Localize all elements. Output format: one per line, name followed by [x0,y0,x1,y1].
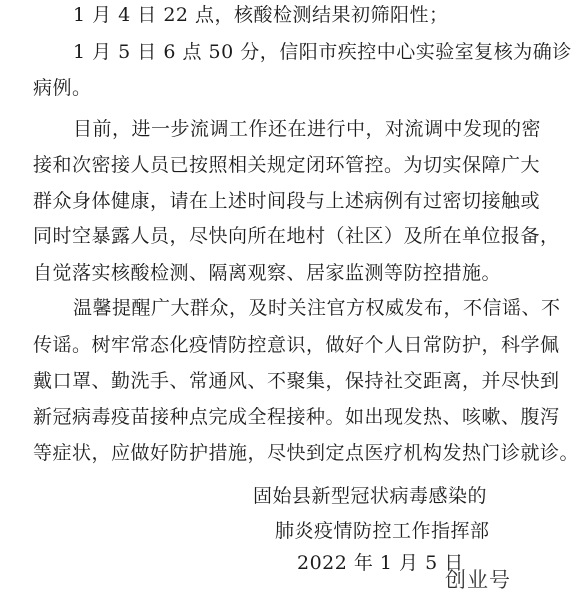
paragraph-3-line-5: 自觉落实核酸检测、隔离观察、居家监测等防控措施。 [33,262,502,284]
paragraph-4-line-1: 温馨提醒广大群众，及时关注官方权威发布，不信谣、不 [73,297,561,319]
paragraph-4-line-3: 戴口罩、勤洗手、常通风、不聚集，保持社交距离，并尽快到 [33,370,560,392]
watermark-text: 创业号 [445,568,511,592]
paragraph-3-line-1: 目前，进一步流调工作还在进行中，对流调中发现的密 [73,118,542,140]
signature-org-line-1: 固始县新型冠状病毒感染的 [253,485,488,507]
paragraph-3-line-3: 群众身体健康，请在上述时间段与上述病例有过密切接触或 [33,190,541,212]
paragraph-2-line-2: 病例。 [33,77,92,99]
paragraph-3-line-2: 接和次密接人员已按照相关规定闭环管控。为切实保障广大 [33,154,541,176]
paragraph-1-line-1: 1 月 4 日 22 点，核酸检测结果初筛阳性； [73,4,449,26]
paragraph-3-line-4: 同时空暴露人员，尽快向所在地村（社区）及所在单位报备， [33,225,560,247]
paragraph-4-line-4: 新冠病毒疫苗接种点完成全程接种。如出现发热、咳嗽、腹泻 [33,406,560,428]
signature-org-line-2: 肺炎疫情防控工作指挥部 [275,520,490,542]
paragraph-4-line-5: 等症状，应做好防护措施，尽快到定点医疗机构发热门诊就诊。 [33,442,579,464]
paragraph-2-line-1: 1 月 5 日 6 点 50 分，信阳市疾控中心实验室复核为确诊 [73,41,572,63]
paragraph-4-line-2: 传谣。树牢常态化疫情防控意识，做好个人日常防护，科学佩 [33,334,560,356]
signature-date: 2022 年 1 月 5 日 [297,552,464,574]
